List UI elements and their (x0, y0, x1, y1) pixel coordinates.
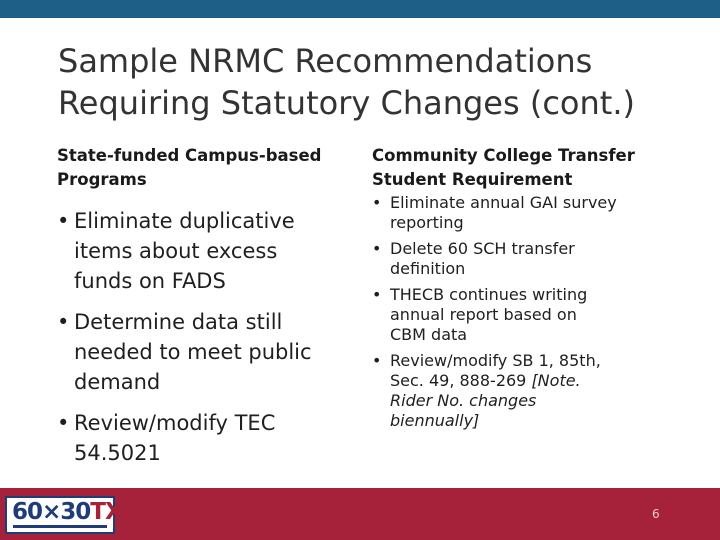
right-column-heading (372, 144, 702, 192)
list-item-line: Delete 60 SCH transfer (390, 239, 575, 258)
slide-number: 6 (652, 507, 660, 521)
list-item-line: demand (74, 370, 161, 394)
slide-title-line-1: Sample NRMC Recommendations (58, 42, 593, 80)
list-item-line: needed to meet public (74, 340, 312, 364)
right-heading-line-2: Student Requirement (372, 170, 573, 189)
list-item-line: THECB continues writing (390, 285, 588, 304)
list-item-line: Determine data still (74, 310, 283, 334)
60x30tx-logo (5, 496, 122, 534)
bullet-icon: • (57, 310, 70, 334)
logo-text (12, 499, 122, 525)
list-item-line: Eliminate annual GAI survey (390, 193, 617, 212)
slide-title (58, 40, 698, 124)
list-item-line: definition (390, 259, 466, 278)
right-column (372, 144, 702, 437)
left-column (57, 144, 347, 479)
top-accent-bar (0, 0, 720, 18)
bullet-icon: • (57, 411, 70, 435)
list-item-line (390, 371, 702, 391)
logo-text-main: 60×30 (12, 499, 91, 525)
list-item (57, 206, 347, 296)
list-item (372, 285, 702, 345)
note-text: [Note. (531, 371, 581, 390)
list-item-line: items about excess (74, 239, 278, 263)
bullet-icon: • (372, 351, 382, 370)
list-item-line: 54.5021 (74, 441, 161, 465)
bullet-icon: • (372, 285, 382, 304)
list-item (57, 408, 347, 468)
list-item-line: Review/modify SB 1, 85th, (390, 351, 601, 370)
list-item-line: reporting (390, 213, 464, 232)
left-bullet-list (57, 206, 347, 468)
list-item-line: annual report based on (390, 305, 577, 324)
list-item-line: CBM data (390, 325, 468, 344)
right-heading-line-1: Community College Transfer (372, 146, 635, 165)
left-heading-line-2: Programs (57, 170, 147, 189)
list-item-line: Eliminate duplicative (74, 209, 295, 233)
list-item (372, 239, 702, 279)
left-column-heading (57, 144, 347, 192)
note-text: biennually] (390, 411, 480, 430)
note-text: Rider No. changes (390, 391, 537, 410)
list-item (57, 307, 347, 397)
bullet-icon: • (372, 193, 382, 212)
list-item-line: funds on FADS (74, 269, 226, 293)
list-item (372, 193, 702, 233)
right-bullet-list (372, 193, 702, 431)
left-heading-line-1: State-funded Campus-based (57, 146, 322, 165)
list-item-line: Review/modify TEC (74, 411, 276, 435)
list-item-text: Sec. 49, 888-269 (390, 371, 532, 390)
logo-text-accent: TX (90, 499, 122, 525)
list-item (372, 351, 702, 431)
bullet-icon: • (372, 239, 382, 258)
bullet-icon: • (57, 209, 70, 233)
logo-stripe (13, 525, 107, 528)
slide-title-line-2: Requiring Statutory Changes (cont.) (58, 84, 635, 122)
